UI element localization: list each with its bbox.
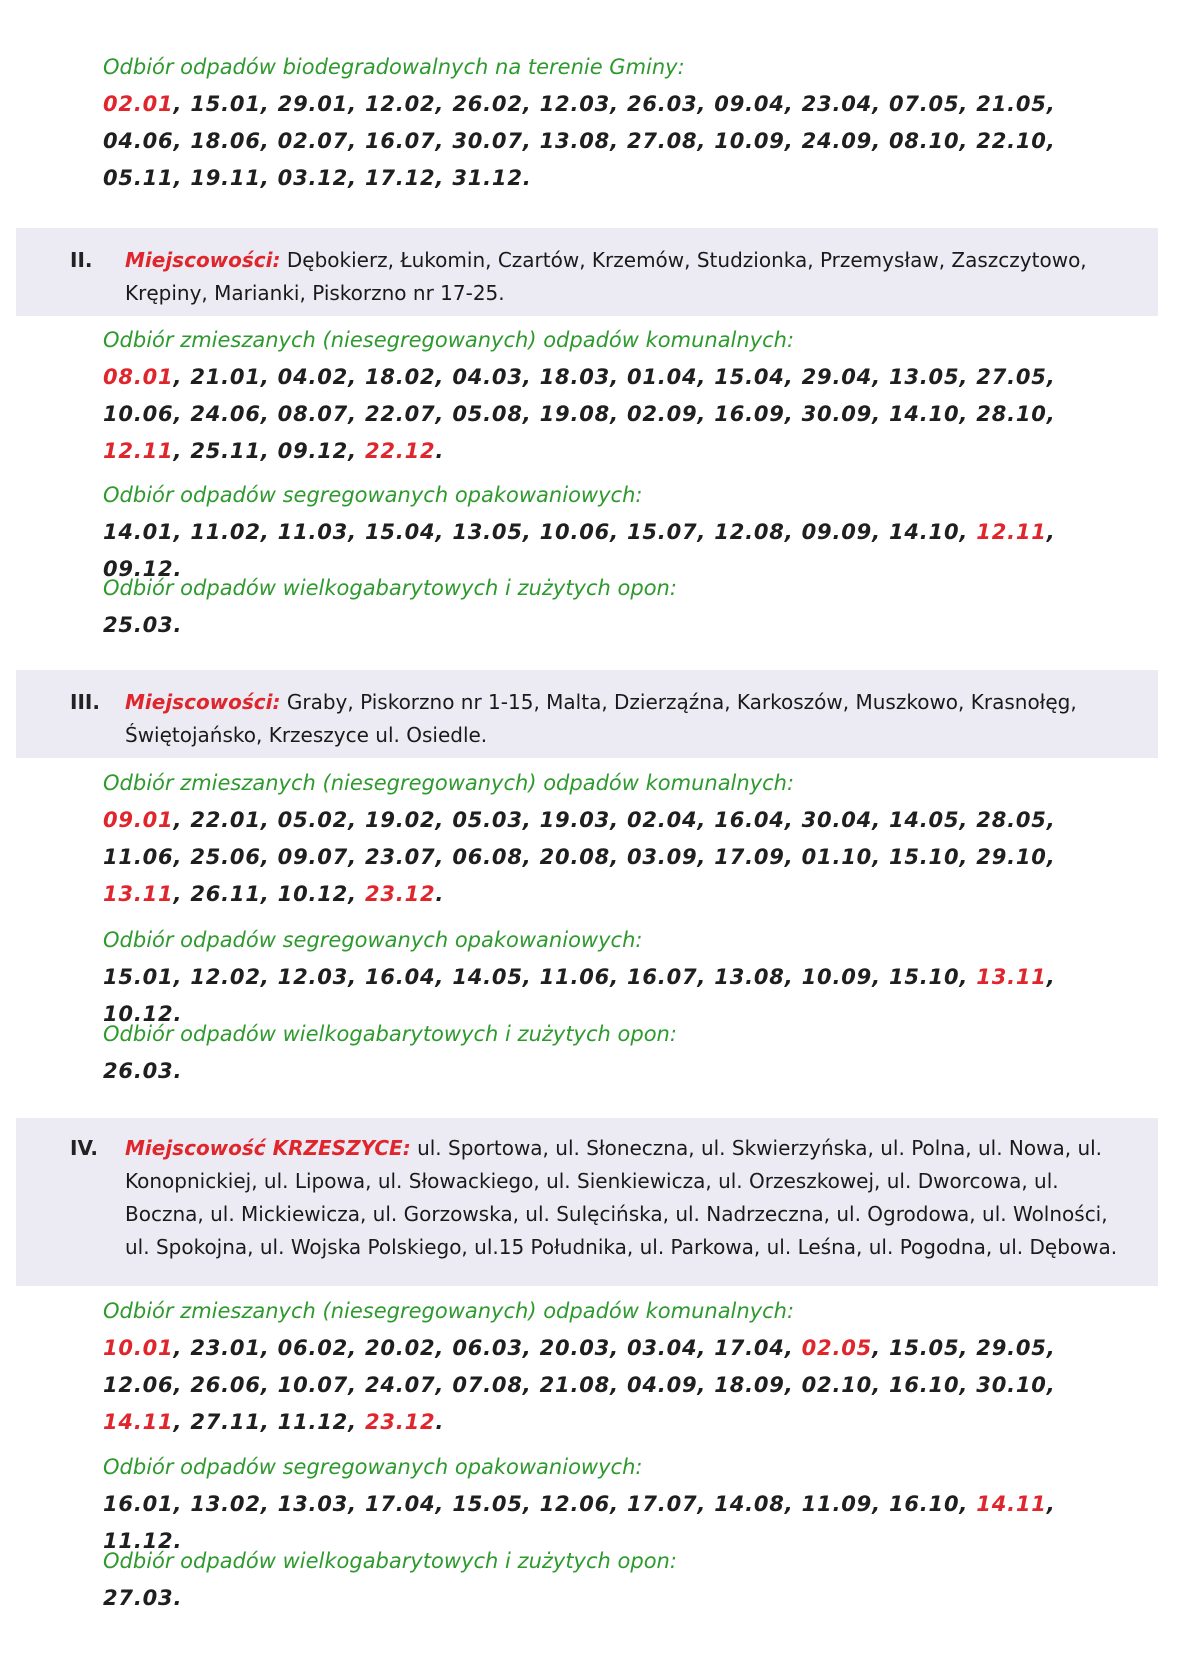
collection-date: 13.03 xyxy=(277,1492,349,1516)
collection-date: 15.05 xyxy=(452,1492,523,1516)
collection-date: 02.09 xyxy=(626,402,698,426)
collection-date: 03.12 xyxy=(277,166,349,190)
collection-date: 05.03 xyxy=(452,808,523,832)
collection-date: 26.02 xyxy=(452,92,523,116)
collection-date: 14.01 xyxy=(103,520,174,544)
collection-date: 12.06 xyxy=(103,1373,174,1397)
collection-date: 11.03 xyxy=(277,520,349,544)
collection-date: 12.02 xyxy=(364,92,436,116)
collection-date: 26.11 xyxy=(190,882,261,906)
collection-date: 18.06 xyxy=(190,129,261,153)
collection-date: 14.11 xyxy=(103,1410,174,1434)
collection-date: 12.02 xyxy=(190,965,261,989)
collection-date: 10.09 xyxy=(714,129,785,153)
collection-date: 10.07 xyxy=(277,1373,349,1397)
collection-date: 21.05 xyxy=(976,92,1047,116)
collection-date: 17.04 xyxy=(364,1492,436,1516)
collection-date: 16.04 xyxy=(714,808,785,832)
collection-date: 21.08 xyxy=(539,1373,611,1397)
collection-date: 28.10 xyxy=(976,402,1047,426)
locality-list xyxy=(125,686,1125,752)
collection-date: 26.06 xyxy=(190,1373,261,1397)
collection-date: 12.03 xyxy=(277,965,349,989)
locality-list xyxy=(125,244,1125,310)
collection-date: 24.06 xyxy=(190,402,261,426)
block-title: Odbiór zmieszanych (niesegregowanych) odpadów komunalnych: xyxy=(103,328,795,352)
collection-date: 24.07 xyxy=(364,1373,436,1397)
collection-date: 17.04 xyxy=(714,1336,785,1360)
collection-date: 03.09 xyxy=(626,845,698,869)
collection-date: 26.03 xyxy=(626,92,698,116)
bulky-waste-block-IV xyxy=(103,1546,1103,1617)
collection-date: 14.05 xyxy=(452,965,523,989)
collection-date: 16.01 xyxy=(103,1492,174,1516)
collection-date: 17.09 xyxy=(714,845,785,869)
collection-date: 09.01 xyxy=(103,808,174,832)
collection-date: 20.03 xyxy=(539,1336,611,1360)
collection-date: 23.04 xyxy=(801,92,873,116)
collection-date: 12.11 xyxy=(976,520,1047,544)
date-list: 15.01, 12.02, 12.03, 16.04, 14.05, 11.06, 16.07, 13.08, 10.09, 15.10, 13.11, 10.12. xyxy=(103,965,1056,1026)
section-number: II. xyxy=(70,248,93,272)
block-title: Odbiór odpadów wielkogabarytowych i zużytych opon: xyxy=(103,1549,677,1573)
collection-date: 10.09 xyxy=(801,965,873,989)
collection-date: 14.11 xyxy=(976,1492,1047,1516)
collection-date: 16.09 xyxy=(714,402,785,426)
collection-date: 13.05 xyxy=(452,520,523,544)
collection-date: 15.04 xyxy=(714,365,785,389)
collection-date: 30.07 xyxy=(452,129,523,153)
collection-date: 28.05 xyxy=(976,808,1047,832)
collection-date: 05.08 xyxy=(452,402,523,426)
locality-text: Graby, Piskorzno nr 1-15, Malta, Dzierząźna, Karkoszów, Muszkowo, Krasnołęg, Świętojańsko, Krzeszyce ul. Osiedle. xyxy=(125,690,1077,747)
collection-date: 23.12 xyxy=(364,1410,436,1434)
collection-date: 31.12 xyxy=(452,166,523,190)
collection-date: 25.11 xyxy=(190,439,261,463)
collection-date: 02.04 xyxy=(626,808,698,832)
collection-date: 22.07 xyxy=(364,402,436,426)
block-title: Odbiór odpadów segregowanych opakowaniowych: xyxy=(103,1455,643,1479)
section-IV-header xyxy=(16,1118,1158,1286)
collection-date: 22.01 xyxy=(190,808,261,832)
collection-date: 18.09 xyxy=(714,1373,785,1397)
collection-date: 13.08 xyxy=(714,965,785,989)
collection-date: 12.11 xyxy=(103,439,174,463)
collection-date: 06.08 xyxy=(452,845,523,869)
collection-date: 11.06 xyxy=(103,845,174,869)
collection-date: 19.08 xyxy=(539,402,611,426)
collection-date: 02.05 xyxy=(801,1336,873,1360)
mixed-waste-block-III xyxy=(103,768,1103,913)
collection-date: 13.08 xyxy=(539,129,611,153)
locality-list xyxy=(125,1132,1125,1264)
date-list: 14.01, 11.02, 11.03, 15.04, 13.05, 10.06, 15.07, 12.08, 09.09, 14.10, 12.11, 09.12. xyxy=(103,520,1056,581)
collection-date: 18.03 xyxy=(539,365,611,389)
collection-date: 03.04 xyxy=(626,1336,698,1360)
date-list: 26.03. xyxy=(103,1059,183,1083)
block-title: Odbiór odpadów wielkogabarytowych i zużytych opon: xyxy=(103,1022,677,1046)
collection-date: 16.10 xyxy=(888,1492,960,1516)
collection-date: 15.01 xyxy=(190,92,261,116)
collection-date: 08.10 xyxy=(888,129,960,153)
collection-date: 10.01 xyxy=(103,1336,174,1360)
collection-date: 11.09 xyxy=(801,1492,873,1516)
block-title: Odbiór odpadów biodegradowalnych na terenie Gminy: xyxy=(103,55,685,79)
collection-date: 02.01 xyxy=(103,92,174,116)
date-list: 25.03. xyxy=(103,613,183,637)
collection-date: 13.11 xyxy=(976,965,1047,989)
collection-date: 15.01 xyxy=(103,965,174,989)
collection-date: 23.12 xyxy=(364,882,436,906)
collection-date: 14.05 xyxy=(888,808,960,832)
collection-date: 15.10 xyxy=(888,965,960,989)
collection-date: 27.05 xyxy=(976,365,1047,389)
collection-date: 07.05 xyxy=(888,92,960,116)
collection-date: 01.04 xyxy=(626,365,698,389)
collection-date: 21.01 xyxy=(190,365,261,389)
block-title: Odbiór zmieszanych (niesegregowanych) odpadów komunalnych: xyxy=(103,1299,795,1323)
date-list: 09.01, 22.01, 05.02, 19.02, 05.03, 19.03, 02.04, 16.04, 30.04, 14.05, 28.05, 11.06, 25.06, 09.07, 23.07, 06.08, 20.08, 03.09, 17.09, 01.10, 15.10, 29.10, 13.11, 26.11, 10.12, 23.12. xyxy=(103,808,1056,906)
collection-date: 18.02 xyxy=(364,365,436,389)
collection-date: 27.08 xyxy=(626,129,698,153)
locality-label: Miejscowości: xyxy=(125,248,281,272)
section-number: III. xyxy=(70,690,100,714)
collection-date: 09.12 xyxy=(103,557,174,581)
collection-date: 07.08 xyxy=(452,1373,523,1397)
locality-label: Miejscowości: xyxy=(125,690,281,714)
collection-date: 11.12 xyxy=(277,1410,349,1434)
collection-date: 10.12 xyxy=(277,882,349,906)
collection-date: 04.09 xyxy=(626,1373,698,1397)
section-number: IV. xyxy=(70,1136,98,1160)
locality-text: ul. Sportowa, ul. Słoneczna, ul. Skwierzyńska, ul. Polna, ul. Nowa, ul. Konopnickiej, ul. Lipowa, ul. Słowackiego, ul. Sienkiewicza, ul. Orzeszkowej, ul. Dworcowa, ul. Boczna, ul. Mickiewicza, ul. Gorzowska, ul. Sulęcińska, ul. Nadrzeczna, ul. Ogrodowa, ul. Wolności, ul. Spokojna, ul. Wojska Polskiego, ul.15 Południka, ul. Parkowa, ul. Leśna, ul. Pogodna, ul. Dębowa. xyxy=(125,1136,1118,1259)
collection-date: 17.07 xyxy=(626,1492,698,1516)
collection-date: 23.01 xyxy=(190,1336,261,1360)
collection-date: 04.03 xyxy=(452,365,523,389)
collection-date: 13.11 xyxy=(103,882,174,906)
collection-date: 14.10 xyxy=(888,402,960,426)
bulky-waste-block-III xyxy=(103,1019,1103,1090)
collection-date: 29.04 xyxy=(801,365,873,389)
collection-date: 27.11 xyxy=(190,1410,261,1434)
collection-date: 17.12 xyxy=(364,166,436,190)
collection-date: 30.09 xyxy=(801,402,873,426)
collection-date: 08.01 xyxy=(103,365,174,389)
date-list: 08.01, 21.01, 04.02, 18.02, 04.03, 18.03, 01.04, 15.04, 29.04, 13.05, 27.05, 10.06, 24.06, 08.07, 22.07, 05.08, 19.08, 02.09, 16.09, 30.09, 14.10, 28.10, 12.11, 25.11, 09.12, 22.12. xyxy=(103,365,1056,463)
collection-date: 11.06 xyxy=(539,965,611,989)
collection-date: 20.08 xyxy=(539,845,611,869)
collection-date: 14.08 xyxy=(714,1492,785,1516)
collection-date: 10.06 xyxy=(103,402,174,426)
collection-date: 06.02 xyxy=(277,1336,349,1360)
biodegradable-block xyxy=(103,52,1103,197)
date-list: 10.01, 23.01, 06.02, 20.02, 06.03, 20.03, 03.04, 17.04, 02.05, 15.05, 29.05, 12.06, 26.06, 10.07, 24.07, 07.08, 21.08, 04.09, 18.09, 02.10, 16.10, 30.10, 14.11, 27.11, 11.12, 23.12. xyxy=(103,1336,1056,1434)
collection-date: 09.09 xyxy=(801,520,873,544)
mixed-waste-block-II xyxy=(103,325,1103,470)
collection-date: 09.07 xyxy=(277,845,349,869)
collection-date: 27.03 xyxy=(103,1586,174,1610)
collection-date: 29.01 xyxy=(277,92,349,116)
mixed-waste-block-IV xyxy=(103,1296,1103,1441)
collection-date: 15.04 xyxy=(364,520,436,544)
collection-date: 09.12 xyxy=(277,439,349,463)
collection-date: 11.12 xyxy=(103,1529,174,1553)
section-II-header xyxy=(16,228,1158,316)
block-title: Odbiór odpadów segregowanych opakowaniowych: xyxy=(103,483,643,507)
collection-date: 12.06 xyxy=(539,1492,611,1516)
collection-date: 12.08 xyxy=(714,520,785,544)
collection-date: 01.10 xyxy=(801,845,873,869)
collection-date: 29.10 xyxy=(976,845,1047,869)
collection-date: 25.06 xyxy=(190,845,261,869)
block-title: Odbiór odpadów segregowanych opakowaniowych: xyxy=(103,928,643,952)
collection-date: 26.03 xyxy=(103,1059,174,1083)
locality-label: Miejscowość KRZESZYCE: xyxy=(125,1136,411,1160)
collection-date: 22.10 xyxy=(976,129,1047,153)
collection-date: 29.05 xyxy=(976,1336,1047,1360)
collection-date: 13.02 xyxy=(190,1492,261,1516)
collection-date: 02.10 xyxy=(801,1373,873,1397)
block-title: Odbiór odpadów wielkogabarytowych i zużytych opon: xyxy=(103,576,677,600)
collection-date: 15.05 xyxy=(888,1336,960,1360)
collection-date: 04.02 xyxy=(277,365,349,389)
collection-date: 05.11 xyxy=(103,166,174,190)
collection-date: 25.03 xyxy=(103,613,174,637)
collection-date: 05.02 xyxy=(277,808,349,832)
collection-date: 12.03 xyxy=(539,92,611,116)
locality-text: Dębokierz, Łukomin, Czartów, Krzemów, Studzionka, Przemysław, Zaszczytowo, Krępiny, Marianki, Piskorzno nr 17-25. xyxy=(125,248,1087,305)
collection-date: 04.06 xyxy=(103,129,174,153)
collection-date: 16.07 xyxy=(364,129,436,153)
collection-date: 24.09 xyxy=(801,129,873,153)
collection-date: 10.06 xyxy=(539,520,611,544)
collection-date: 10.12 xyxy=(103,1002,174,1026)
collection-date: 08.07 xyxy=(277,402,349,426)
packaging-block-II xyxy=(103,480,1103,588)
date-list: 16.01, 13.02, 13.03, 17.04, 15.05, 12.06, 17.07, 14.08, 11.09, 16.10, 14.11, 11.12. xyxy=(103,1492,1056,1553)
collection-date: 16.10 xyxy=(888,1373,960,1397)
collection-date: 14.10 xyxy=(888,520,960,544)
date-list: 02.01, 15.01, 29.01, 12.02, 26.02, 12.03, 26.03, 09.04, 23.04, 07.05, 21.05, 04.06, 18.06, 02.07, 16.07, 30.07, 13.08, 27.08, 10.09, 24.09, 08.10, 22.10, 05.11, 19.11, 03.12, 17.12, 31.12. xyxy=(103,92,1056,190)
collection-date: 30.04 xyxy=(801,808,873,832)
collection-date: 02.07 xyxy=(277,129,349,153)
collection-date: 19.03 xyxy=(539,808,611,832)
collection-date: 15.10 xyxy=(888,845,960,869)
collection-date: 15.07 xyxy=(626,520,698,544)
collection-date: 09.04 xyxy=(714,92,785,116)
collection-date: 22.12 xyxy=(364,439,436,463)
collection-date: 19.11 xyxy=(190,166,261,190)
collection-date: 23.07 xyxy=(364,845,436,869)
packaging-block-IV xyxy=(103,1452,1103,1560)
collection-date: 19.02 xyxy=(364,808,436,832)
section-III-header xyxy=(16,670,1158,758)
collection-date: 30.10 xyxy=(976,1373,1047,1397)
collection-date: 11.02 xyxy=(190,520,261,544)
collection-date: 16.04 xyxy=(364,965,436,989)
block-title: Odbiór zmieszanych (niesegregowanych) odpadów komunalnych: xyxy=(103,771,795,795)
bulky-waste-block-II xyxy=(103,573,1103,644)
date-list: 27.03. xyxy=(103,1586,183,1610)
collection-date: 20.02 xyxy=(364,1336,436,1360)
packaging-block-III xyxy=(103,925,1103,1033)
collection-date: 16.07 xyxy=(626,965,698,989)
collection-date: 06.03 xyxy=(452,1336,523,1360)
collection-date: 13.05 xyxy=(888,365,960,389)
